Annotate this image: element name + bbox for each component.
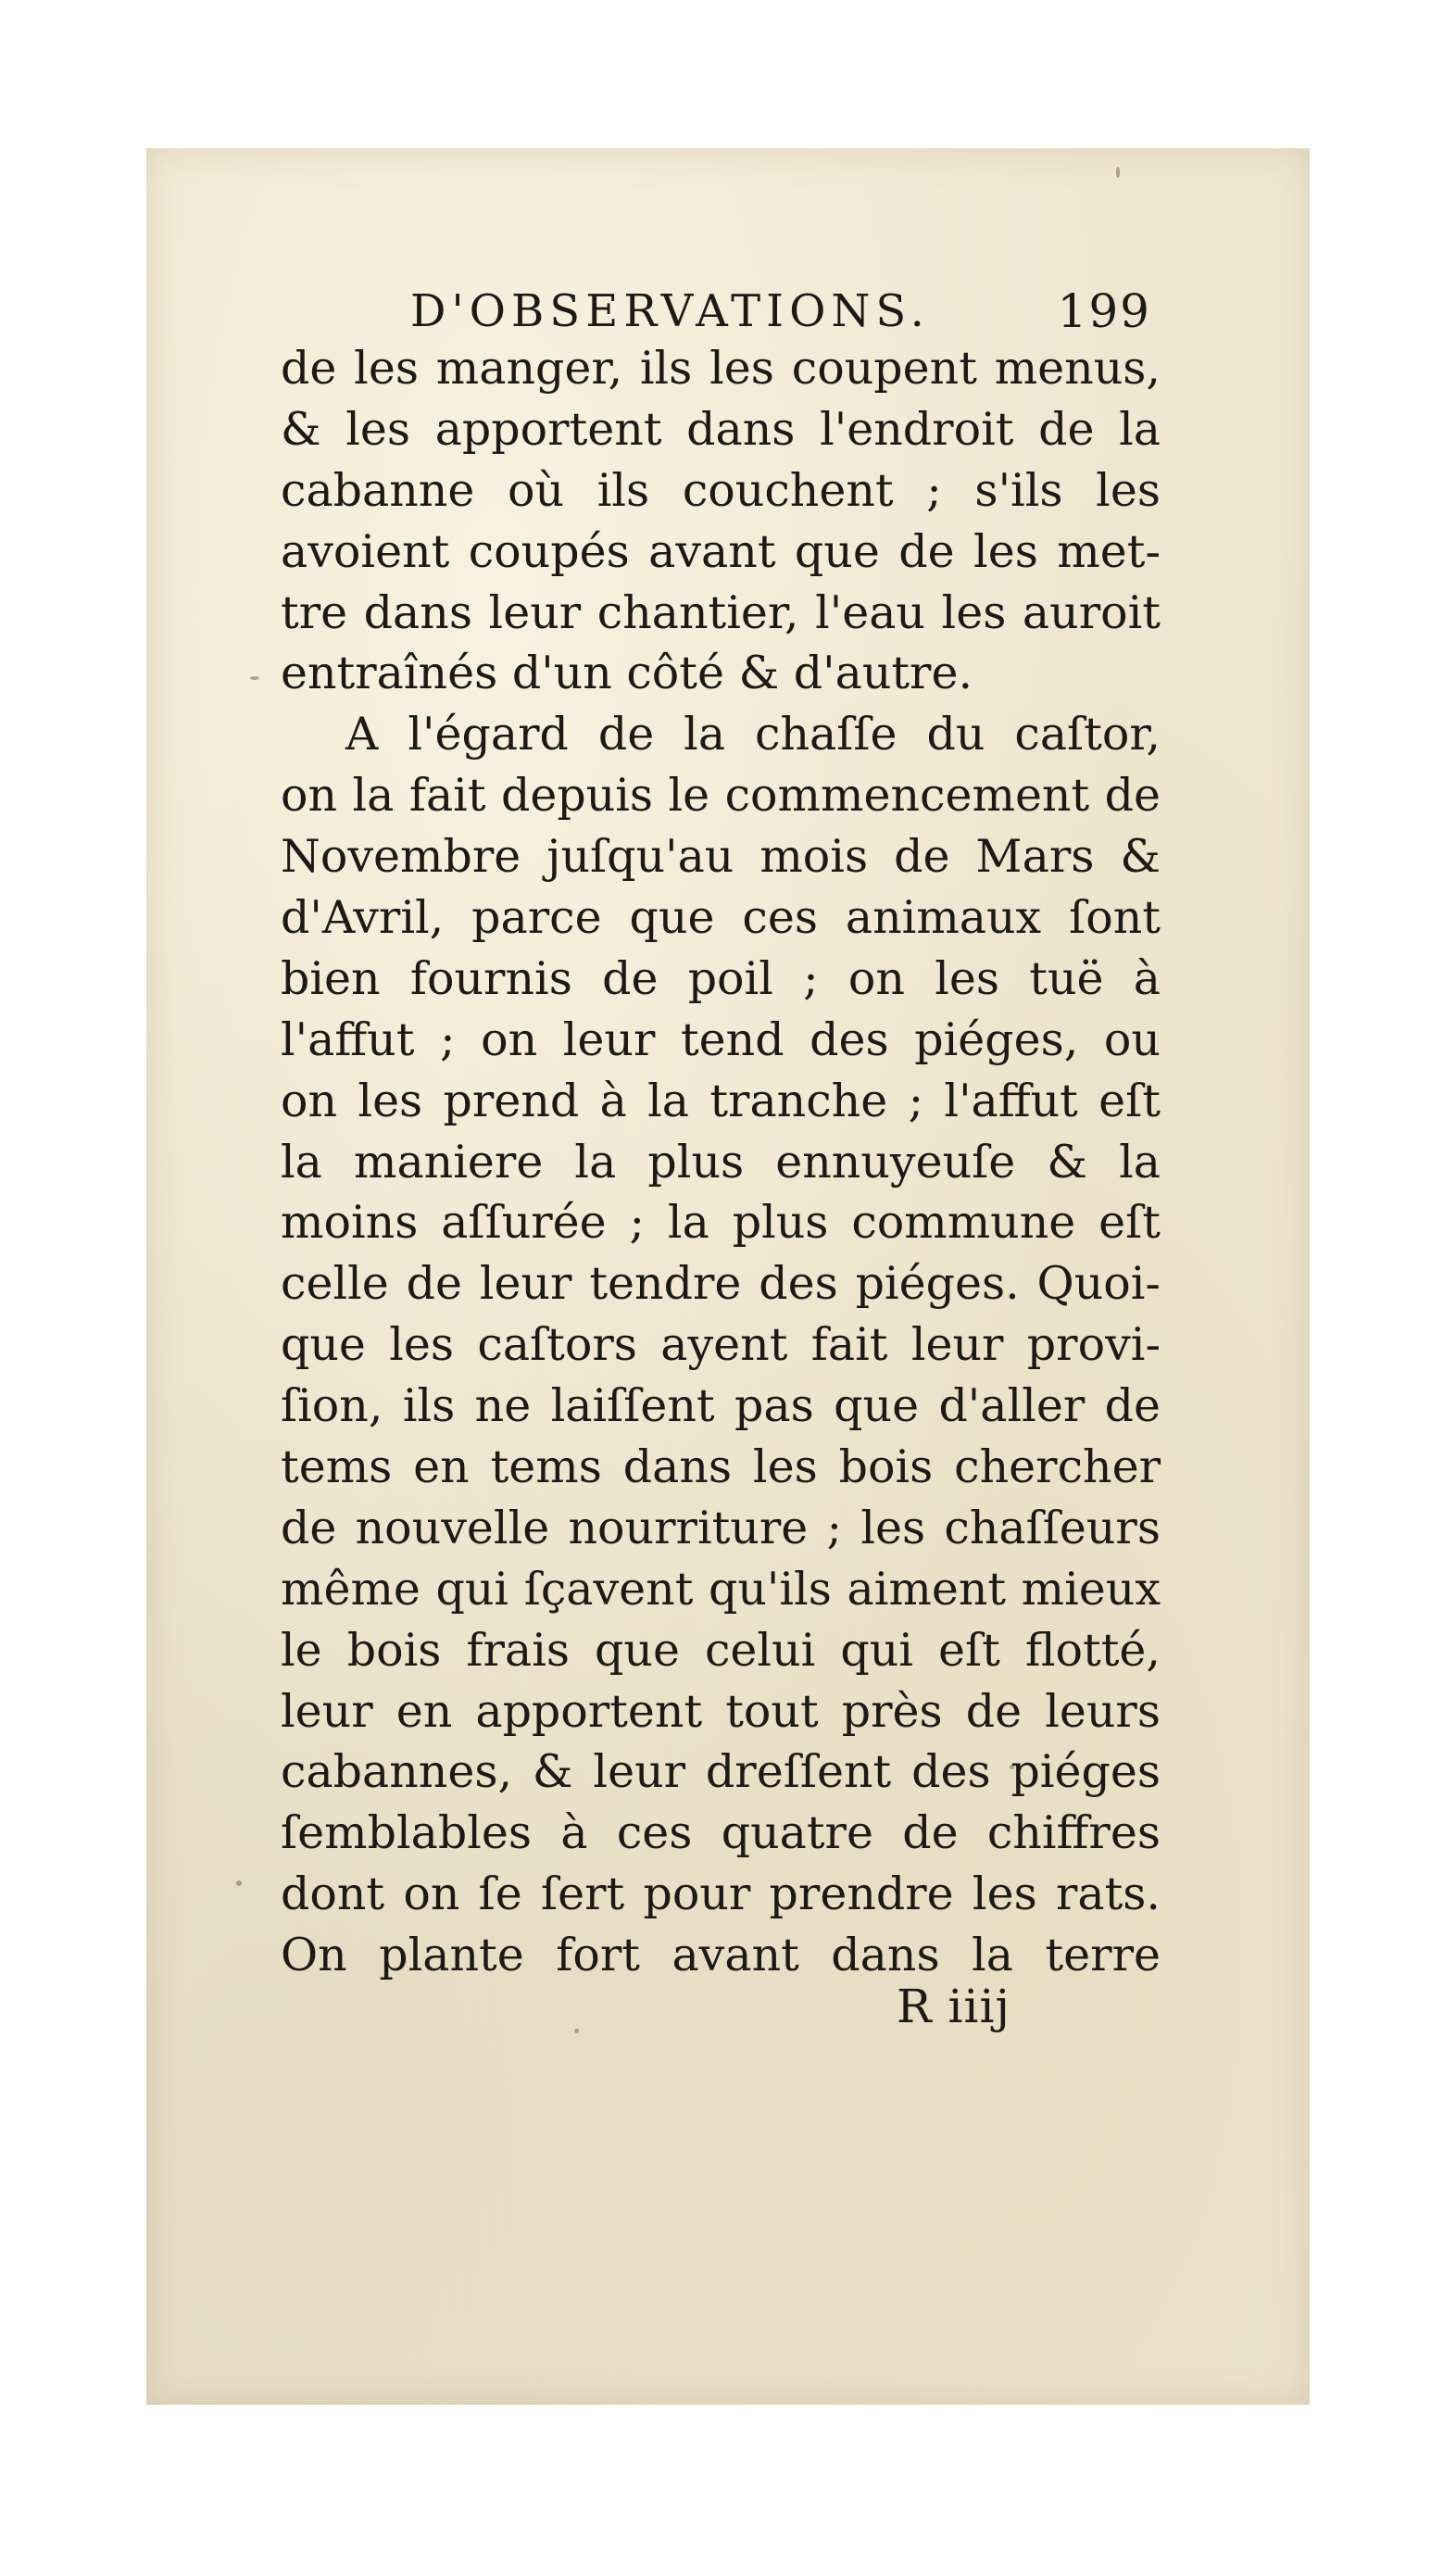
text-line: de les manger, ils les coupent menus, <box>281 342 1161 395</box>
text-line: A l'égard de la chaſſe du caſtor, <box>345 708 1161 761</box>
text-line: On plante fort avant dans la terre <box>281 1929 1161 1982</box>
text-line: Novembre juſqu'au mois de Mars & <box>281 830 1161 884</box>
signature-mark: R iiij <box>897 1980 1011 2033</box>
text-line: celle de leur tendre des piéges. Quoi- <box>281 1257 1161 1311</box>
text-line: entraînés d'un côté & d'autre. <box>281 647 973 700</box>
text-line: ſemblables à ces quatre de chiffres <box>281 1806 1161 1860</box>
text-line: & les apportent dans l'endroit de la <box>281 402 1161 456</box>
page-number: 199 <box>1057 284 1151 338</box>
text-line: que les caſtors ayent fait leur provi- <box>281 1318 1161 1372</box>
text-line: tre dans leur chantier, l'eau les auroit <box>281 585 1161 639</box>
text-line: le bois frais que celui qui eſt flotté, <box>281 1623 1161 1677</box>
text-line: de nouvelle nourriture ; les chaſſeurs <box>281 1501 1161 1554</box>
paper-speck <box>1010 1765 1014 1769</box>
body-text <box>281 338 1161 1986</box>
text-line: même qui ſçavent qu'ils aiment mieux <box>281 1562 1161 1616</box>
text-line: ſion, ils ne laiſſent pas que d'aller de <box>281 1379 1161 1433</box>
text-line: dont on ſe ſert pour prendre les rats. <box>281 1868 1161 1921</box>
text-line: avoient coupés avant que de les met- <box>281 524 1161 578</box>
paper-speck <box>250 676 259 680</box>
running-head-title: D'OBSERVATIONS. <box>410 285 930 337</box>
text-line: cabannes, & leur dreſſent des piéges <box>281 1745 1161 1799</box>
text-line: bien fournis de poil ; on les tuë à <box>281 951 1161 1005</box>
paper-speck <box>236 1880 242 1886</box>
text-line: tems en tems dans les bois chercher <box>281 1440 1161 1494</box>
text-line: on les prend à la tranche ; l'affut eſt <box>281 1074 1161 1127</box>
text-line: d'Avril, parce que ces animaux ſont <box>281 891 1161 945</box>
text-line: on la fait depuis le commencement de <box>281 769 1161 823</box>
paper-speck <box>574 2029 579 2033</box>
text-line: cabanne où ils couchent ; s'ils les <box>281 463 1161 517</box>
text-line: moins aſſurée ; la plus commune eſt <box>281 1196 1161 1250</box>
running-head <box>262 281 1151 342</box>
paper-speck <box>1116 167 1120 178</box>
text-line: leur en apportent tout près de leurs <box>281 1684 1161 1738</box>
text-line: la maniere la plus ennuyeuſe & la <box>281 1135 1161 1188</box>
text-line: l'affut ; on leur tend des piéges, ou <box>281 1012 1161 1066</box>
